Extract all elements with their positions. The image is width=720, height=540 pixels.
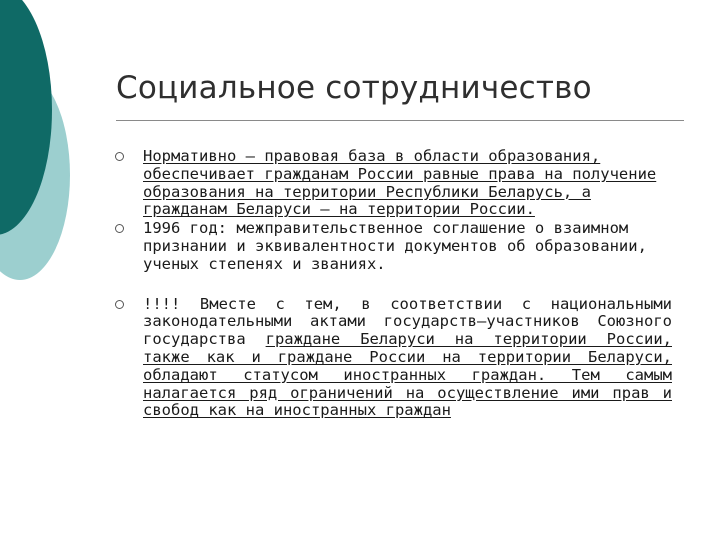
bullet-text-underlined: граждане Беларуси на территории России, также как и граждане России на территории Беларуси, обладают статусом иностранных граждан. Тем самым налагается ряд ограничений на осуществление ими прав и свобод как на иностранных граждан bbox=[143, 330, 672, 420]
bullet-circle-icon bbox=[115, 152, 124, 161]
bullet-item-foreign-status bbox=[112, 296, 672, 421]
bullet-list bbox=[112, 148, 672, 420]
bullet-item-agreement-1996 bbox=[112, 220, 672, 273]
bullet-text-intro: !!!! Вместе с тем, в соответствии с национальными законодательными актами государств–участников Союзного государства bbox=[143, 294, 672, 349]
bullet-item-legal-basis bbox=[112, 148, 672, 219]
title-divider bbox=[116, 120, 684, 121]
slide-title: Социальное сотрудничество bbox=[116, 70, 592, 106]
decorative-teal-shapes bbox=[0, 0, 110, 300]
bullet-text: Нормативно – правовая база в области образования, обеспечивает гражданам России равные права на получение образования на территории Республики Беларусь, а гражданам Беларуси – на территории России. bbox=[143, 147, 657, 219]
bullet-circle-icon bbox=[115, 224, 124, 233]
bullet-text: 1996 год: межправительственное соглашение о взаимном признании и эквивалентности документов об образовании, ученых степенях и званиях. bbox=[143, 219, 647, 273]
bullet-circle-icon bbox=[115, 300, 124, 309]
